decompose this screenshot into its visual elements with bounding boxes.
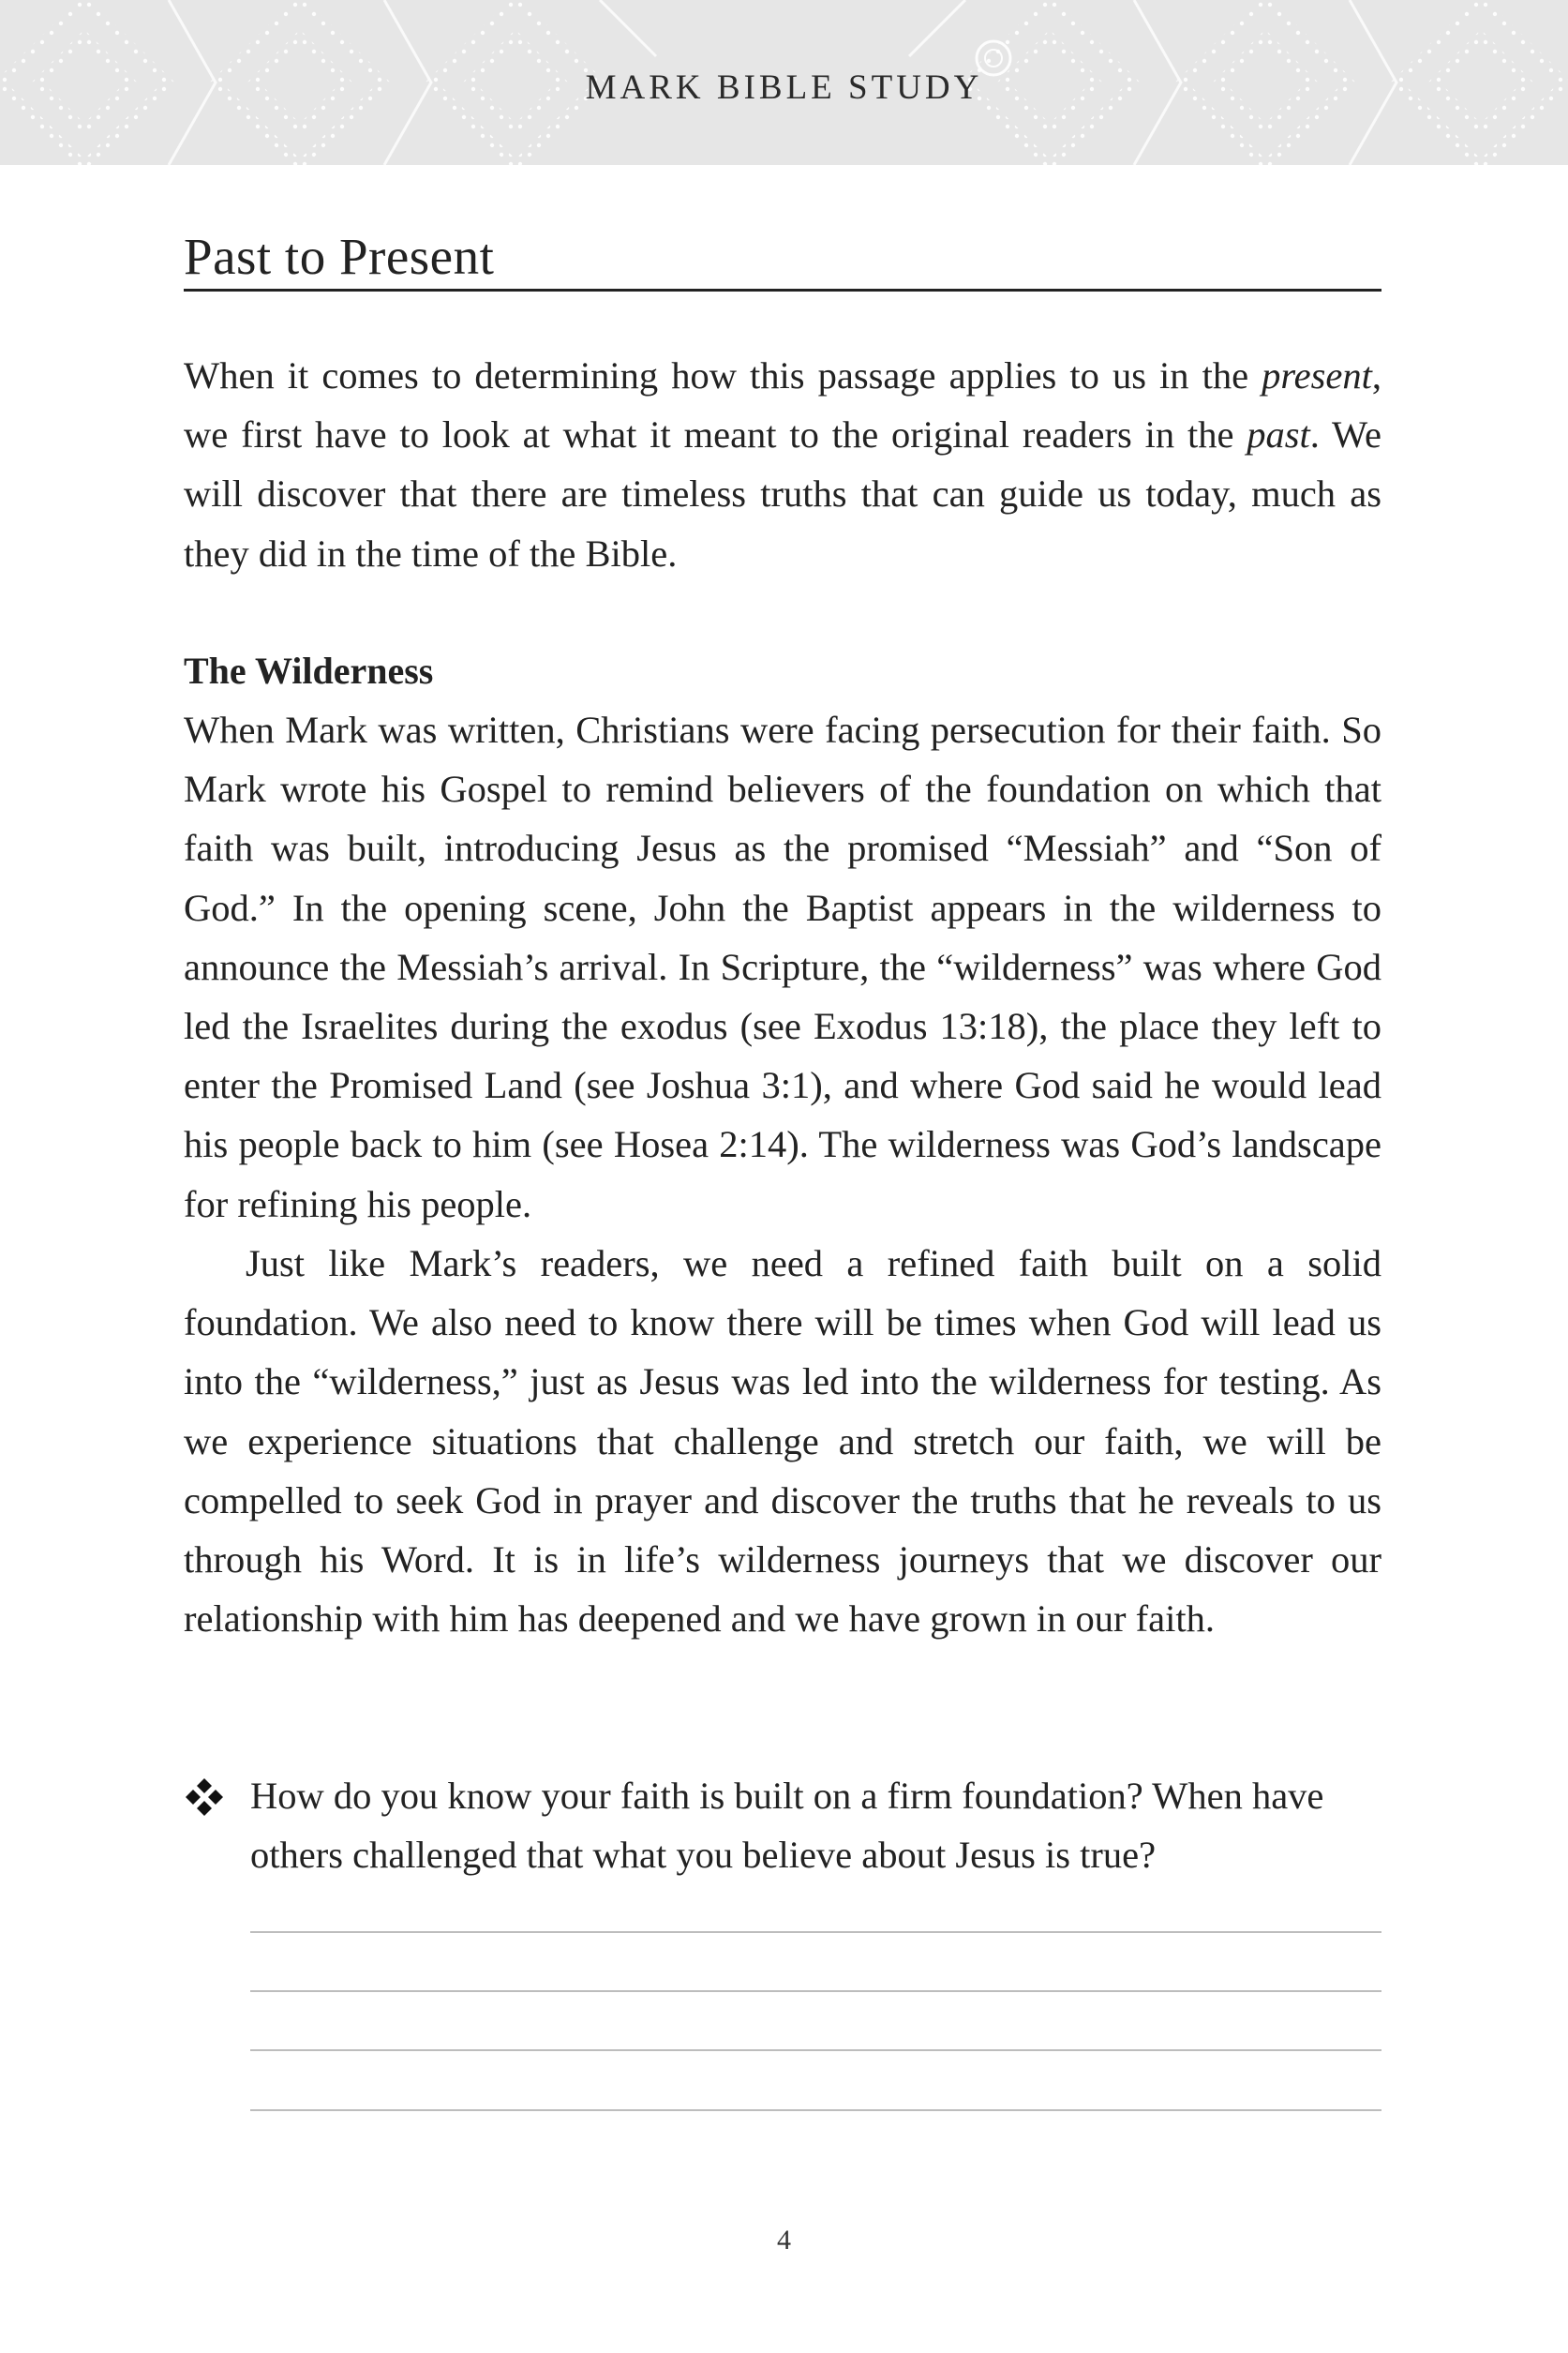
title-underline bbox=[184, 289, 1381, 292]
subheading-wilderness: The Wilderness bbox=[184, 650, 434, 692]
section-title: Past to Present bbox=[184, 228, 495, 285]
intro-paragraph bbox=[184, 346, 1381, 583]
answer-line-3[interactable] bbox=[250, 2049, 1381, 2051]
reflection-question: How do you know your faith is built on a firm foundation? When have others challenged that what you believe about Jesus is true? bbox=[250, 1775, 1324, 1877]
answer-line-2[interactable] bbox=[250, 1990, 1381, 1992]
body-paragraph-1: When Mark was written, Christians were facing persecution for their faith. So Mark wrote his Gospel to remind believers of the foundation on which that faith was built, introducing Jesus as the promised “Messiah” and “Son of God.” In the opening scene, John the Baptist appears in the wilderness to announce the Messiah’s arrival. In Scripture, the “wilderness” was where God led the Israelites during the exodus (see Exodus 13:18), the place they left to enter the Promised Land (see Joshua 3:1), and where God said he would lead his people back to him (see Hosea 2:14). The wilderness was God’s landscape for refining his people. bbox=[184, 709, 1381, 1225]
answer-line-4[interactable] bbox=[250, 2109, 1381, 2111]
book-title: MARK BIBLE STUDY bbox=[585, 68, 983, 107]
intro-text-1: When it comes to determining how this passage applies to us in the bbox=[184, 354, 1262, 397]
intro-text-2: , we first have to look at what it meant to the original readers in the bbox=[184, 354, 1381, 457]
intro-text-3: . We will discover that there are timeless truths that can guide us today, much as they did in the time of the Bible. bbox=[184, 413, 1381, 575]
emphasis-past: past bbox=[1247, 413, 1310, 457]
page-number: 4 bbox=[777, 2225, 791, 2256]
page-header bbox=[0, 0, 1568, 165]
answer-line-1[interactable] bbox=[250, 1931, 1381, 1933]
body-paragraph-2: Just like Mark’s readers, we need a refined faith built on a solid foundation. We also need to know there will be times when God will lead us into the “wilderness,” just as Jesus was led into the wilderness for testing. As we experience situations that challenge and stretch our faith, we will be compelled to seek God in prayer and discover the truths that he reveals to us through his Word. It is in life’s wilderness journeys that we discover our relationship with him has deepened and we have grown in our faith. bbox=[184, 1242, 1381, 1641]
four-diamond-ornament-icon bbox=[184, 1776, 225, 1818]
emphasis-present: present bbox=[1262, 354, 1372, 397]
